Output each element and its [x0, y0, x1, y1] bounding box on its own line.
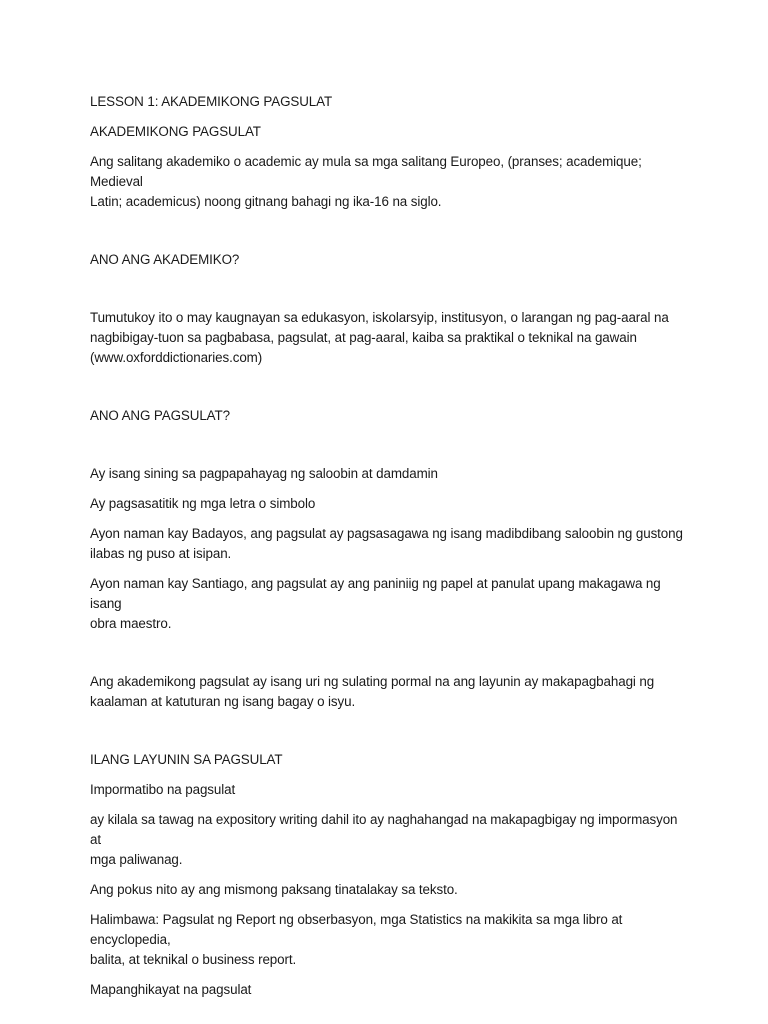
impormatibo-line: ay kilala sa tawag na expository writing dahil ito ay naghahangad na makapagbigay ng impormasyon at — [90, 812, 678, 847]
subheading-impormatibo: Impormatibo na pagsulat — [90, 782, 236, 797]
santiago-line: Ayon naman kay Santiago, ang pagsulat ay ang paniniig ng papel at panulat upang makagawa ng isang — [90, 576, 661, 611]
halimbawa-line: balita, at teknikal o business report. — [90, 952, 297, 967]
pokus-paragraph: Ang pokus nito ay ang mismong paksang tinatalakay sa teksto. — [90, 882, 458, 897]
badayos-paragraph — [90, 524, 690, 564]
badayos-line: Ayon naman kay Badayos, ang pagsulat ay pagsasagawa ng isang madibdibang saloobin ng gustong — [90, 526, 683, 541]
akademiko-line: (www.oxforddictionaries.com) — [90, 350, 263, 365]
pagsulat-definition: Ay isang sining sa pagpapahayag ng saloobin at damdamin — [90, 466, 438, 481]
document-body — [90, 92, 690, 1000]
santiago-line: obra maestro. — [90, 616, 172, 631]
intro-line: Ang salitang akademiko o academic ay mula sa mga salitang Europeo, (pranses; academique; Medieval — [90, 154, 642, 189]
section-heading-layunin: ILANG LAYUNIN SA PAGSULAT — [90, 752, 283, 767]
intro-line: Latin; academicus) noong gitnang bahagi ng ika-16 na siglo. — [90, 194, 442, 209]
section-heading-ano-ang-akademiko: ANO ANG AKADEMIKO? — [90, 252, 240, 267]
badayos-line: ilabas ng puso at isipan. — [90, 546, 232, 561]
akademiko-paragraph — [90, 308, 690, 368]
subheading-mapanghikayat: Mapanghikayat na pagsulat — [90, 982, 252, 997]
section-heading-ano-ang-pagsulat: ANO ANG PAGSULAT? — [90, 408, 230, 423]
santiago-paragraph — [90, 574, 690, 634]
halimbawa-line: Halimbawa: Pagsulat ng Report ng obserbasyon, mga Statistics na makikita sa mga libro at encyclopedia, — [90, 912, 623, 947]
halimbawa-paragraph — [90, 910, 690, 970]
pagsulat-definition: Ay pagsasatitik ng mga letra o simbolo — [90, 496, 316, 511]
akademikong-pagsulat-paragraph — [90, 672, 690, 712]
akademikong-line: kaalaman at katuturan ng isang bagay o isyu. — [90, 694, 356, 709]
impormatibo-paragraph — [90, 810, 690, 870]
lesson-title: LESSON 1: AKADEMIKONG PAGSULAT — [90, 94, 333, 109]
akademiko-line: nagbibigay-tuon sa pagbabasa, pagsulat, at pag-aaral, kaiba sa praktikal o teknikal na gawain — [90, 330, 637, 345]
akademiko-line: Tumutukoy ito o may kaugnayan sa edukasyon, iskolarsyip, institusyon, o larangan ng pag-aaral na — [90, 310, 669, 325]
section-heading-akademikong-pagsulat: AKADEMIKONG PAGSULAT — [90, 124, 261, 139]
impormatibo-line: mga paliwanag. — [90, 852, 183, 867]
intro-paragraph — [90, 152, 690, 212]
akademikong-line: Ang akademikong pagsulat ay isang uri ng sulating pormal na ang layunin ay makapagbahagi ng — [90, 674, 655, 689]
